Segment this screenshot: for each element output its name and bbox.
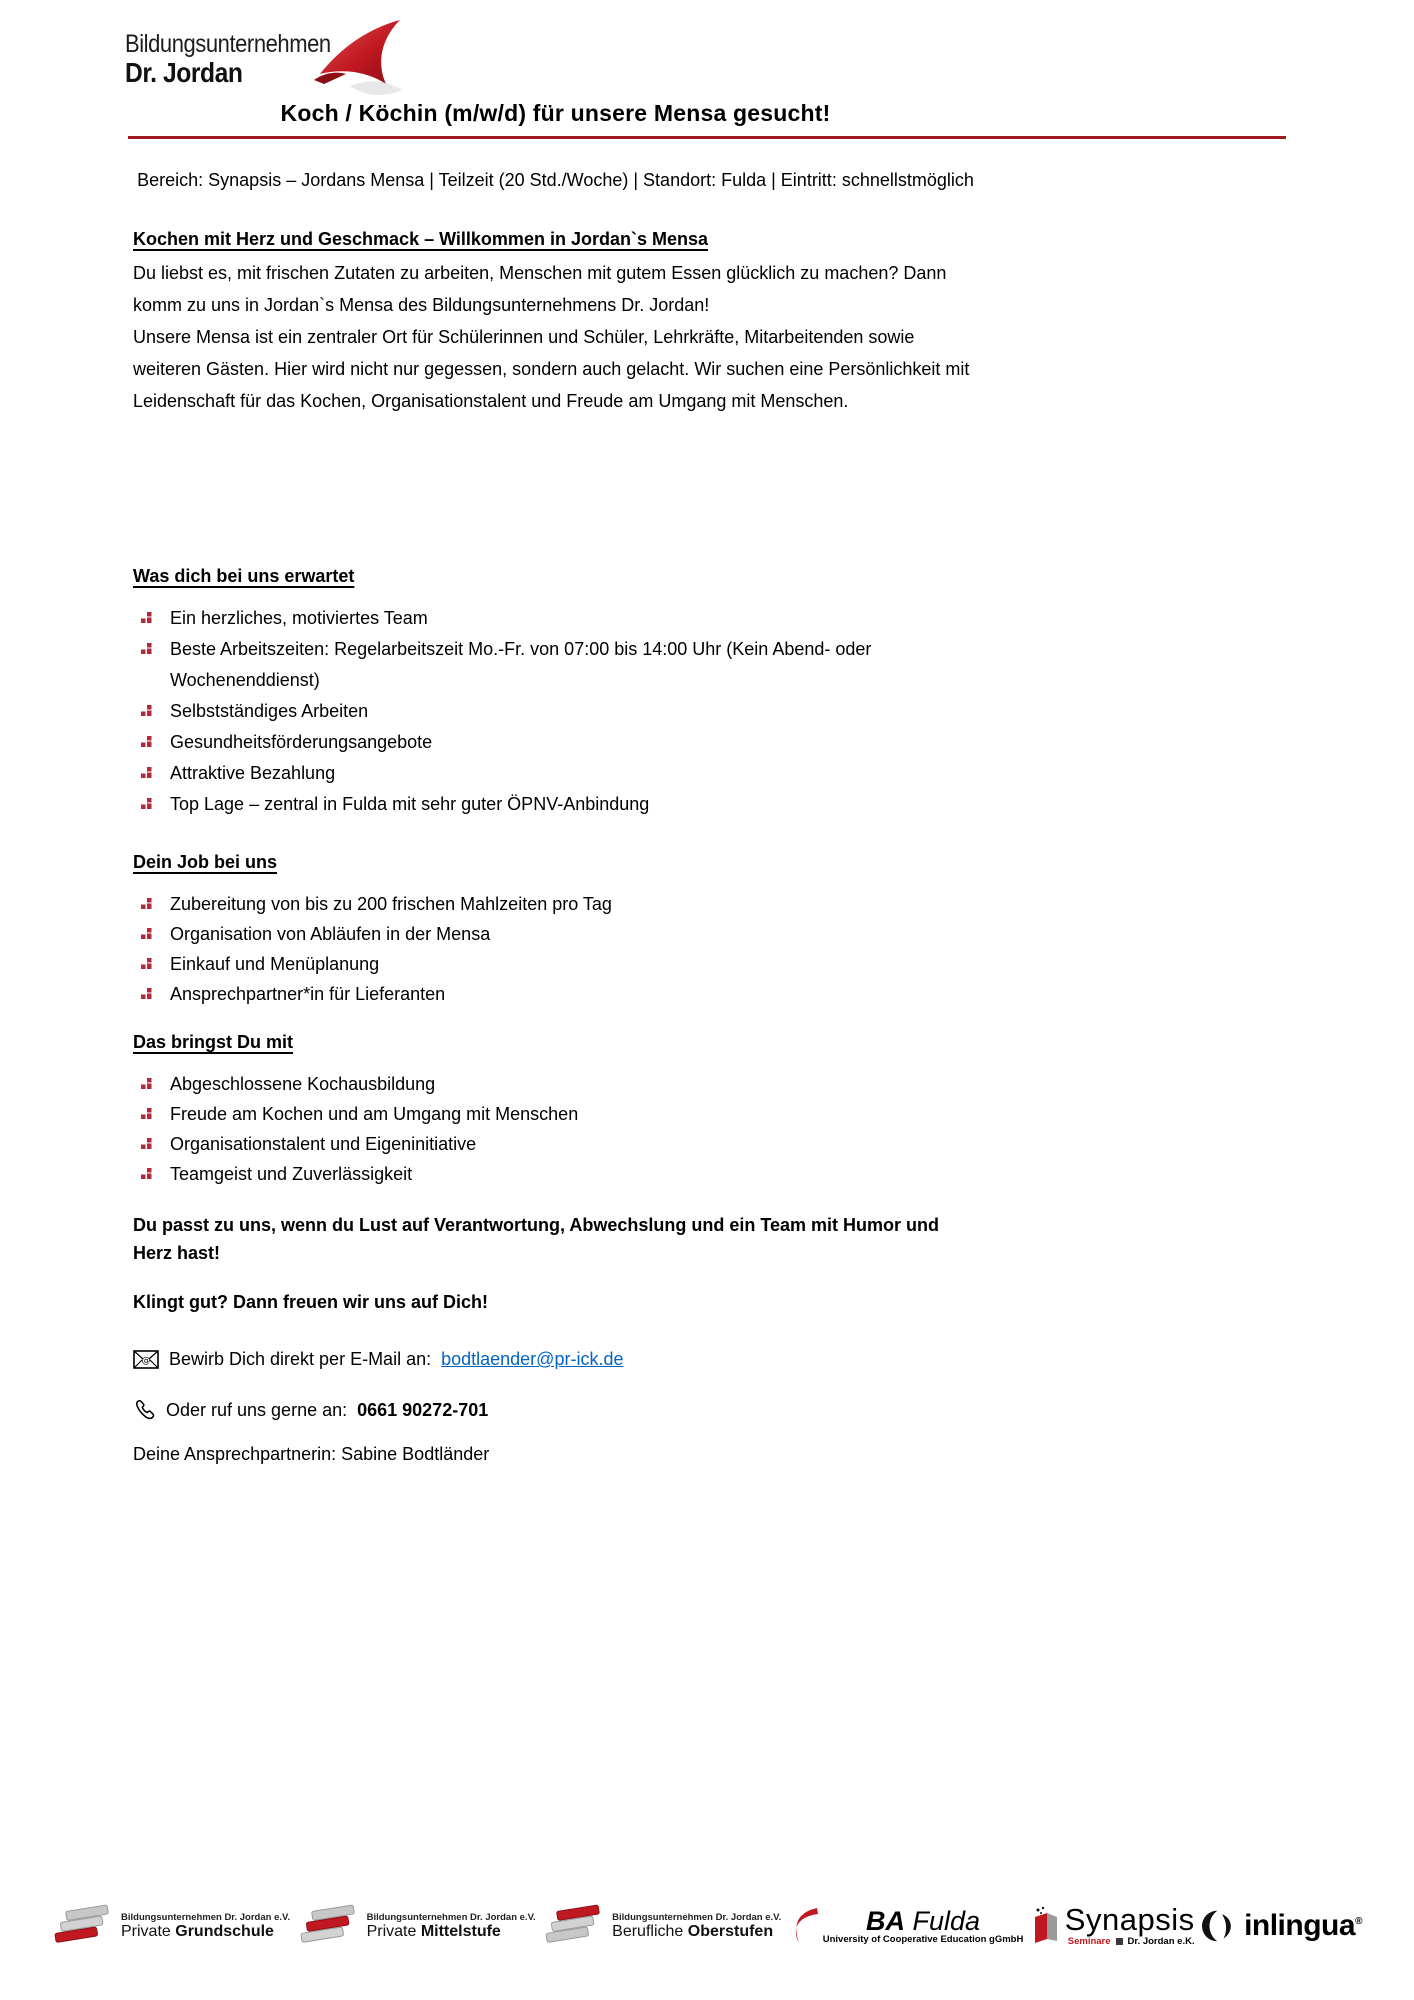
list-item: Organisationstalent und Eigeninitiative — [133, 1129, 981, 1159]
bullet-icon — [141, 705, 152, 716]
registered-mark: ® — [1355, 1916, 1362, 1927]
inlingua-name: inlingua® — [1244, 1909, 1362, 1942]
books-icon — [298, 1904, 360, 1948]
email-row — [133, 1349, 981, 1370]
footer-school-name: Berufliche Oberstufen — [612, 1922, 774, 1940]
bullet-icon — [141, 898, 152, 909]
intro-heading: Kochen mit Herz und Geschmack – Willkommen in Jordan`s Mensa — [133, 229, 708, 249]
phone-icon — [133, 1399, 156, 1422]
list-item: Organisation von Abläufen in der Mensa — [133, 919, 981, 949]
footer-school-name: Private Grundschule — [121, 1922, 274, 1940]
list-item: Attraktive Bezahlung — [133, 758, 981, 789]
books-icon — [52, 1904, 114, 1948]
logo-line2: Dr. Jordan — [125, 57, 243, 88]
bullet-icon — [141, 1108, 152, 1119]
bullet-icon — [141, 1078, 152, 1089]
list-item: Ein herzliches, motiviertes Team — [133, 603, 981, 634]
logo-line1: Bildungsunternehmen — [125, 30, 331, 58]
bullet-icon — [141, 767, 152, 778]
list-item: Top Lage – zentral in Fulda mit sehr guter ÖPNV-Anbindung — [133, 789, 981, 820]
intro-paragraphs — [133, 257, 981, 417]
list-item: Teamgeist und Zuverlässigkeit — [133, 1159, 981, 1189]
bullet-icon — [141, 1168, 152, 1179]
contact-person: Deine Ansprechpartnerin: Sabine Bodtländer — [133, 1444, 490, 1464]
ba-fulda-swoosh-icon — [789, 1905, 819, 1947]
page-title: Koch / Köchin (m/w/d) für unsere Mensa gesucht! — [280, 100, 831, 126]
bullet-icon — [141, 1138, 152, 1149]
company-logo — [125, 30, 331, 88]
list-item: Beste Arbeitszeiten: Regelarbeitszeit Mo.-Fr. von 07:00 bis 14:00 Uhr (Kein Abend- oder Wochenenddienst) — [133, 634, 981, 696]
phone-number: 0661 90272-701 — [357, 1400, 489, 1420]
footer-logo-oberstufen — [543, 1904, 781, 1948]
footer-logo-ba-fulda — [789, 1905, 1024, 1947]
section-heading-mitbringen: Das bringst Du mit — [133, 1032, 294, 1052]
list-item: Einkauf und Menüplanung — [133, 949, 981, 979]
synapsis-name: Synapsis — [1064, 1902, 1195, 1937]
list-item: Freude am Kochen und am Umgang mit Menschen — [133, 1099, 981, 1129]
envelope-icon — [133, 1350, 159, 1369]
svg-text:@: @ — [141, 1356, 151, 1366]
section-heading-erwartet: Was dich bei uns erwartet — [133, 566, 355, 586]
ba-fulda-name: BA Fulda — [866, 1905, 981, 1936]
phone-row — [133, 1399, 981, 1422]
list-item: Abgeschlossene Kochausbildung — [133, 1069, 981, 1099]
section-heading-job: Dein Job bei uns — [133, 852, 278, 872]
bullet-icon — [141, 798, 152, 809]
footer-org-line: Bildungsunternehmen Dr. Jordan e.V. — [612, 1911, 782, 1923]
footer-logo-grundschule — [52, 1904, 290, 1948]
bullet-list-erwartet — [133, 603, 981, 820]
title-rule — [128, 136, 1286, 139]
footer-logo-mittelstufe — [298, 1904, 536, 1948]
email-label: Bewirb Dich direkt per E-Mail an: — [169, 1349, 432, 1369]
footer-org-line: Bildungsunternehmen Dr. Jordan e.V. — [366, 1911, 536, 1923]
bullet-icon — [141, 643, 152, 654]
footer-logo-bar — [0, 1876, 1414, 1976]
synapsis-block-icon — [1116, 1938, 1123, 1945]
cta-line: Klingt gut? Dann freuen wir uns auf Dich! — [133, 1292, 488, 1312]
list-item: Zubereitung von bis zu 200 frischen Mahlzeiten pro Tag — [133, 889, 981, 919]
synapsis-subline: Seminare Dr. Jordan e.K. — [1067, 1936, 1195, 1947]
synapsis-book-icon — [1031, 1905, 1061, 1945]
page-subtitle: Bereich: Synapsis – Jordans Mensa | Teilzeit (20 Std./Woche) | Standort: Fulda | Eintritt: schnellstmöglich — [137, 170, 974, 190]
bullet-icon — [141, 958, 152, 969]
footer-school-name: Private Mittelstufe — [366, 1922, 501, 1940]
bullet-list-mitbringen — [133, 1069, 981, 1189]
closing-statement: Du passt zu uns, wenn du Lust auf Verantwortung, Abwechslung und ein Team mit Humor und Herz hast! — [133, 1215, 940, 1263]
list-item: Gesundheitsförderungsangebote — [133, 727, 981, 758]
email-link[interactable]: bodtlaender@pr-ick.de — [441, 1349, 624, 1369]
bullet-icon — [141, 612, 152, 623]
books-icon — [543, 1904, 605, 1948]
ba-fulda-subtitle: University of Cooperative Education gGmbH — [822, 1933, 1024, 1945]
list-item: Selbstständiges Arbeiten — [133, 696, 981, 727]
intro-para-2: Unsere Mensa ist ein zentraler Ort für Schülerinnen und Schüler, Lehrkräfte, Mitarbeitenden sowie weiteren Gästen. Hier wird nicht nur gegessen, sondern auch gelacht. Wir suchen eine Persönlichkeit mit Leidenschaft für das Kochen, Organisationstalent und Freude am Umgang mit Menschen. — [133, 327, 970, 411]
bullet-icon — [141, 736, 152, 747]
phone-label: Oder ruf uns gerne an: — [166, 1400, 348, 1420]
bullet-icon — [141, 988, 152, 999]
list-item: Ansprechpartner*in für Lieferanten — [133, 979, 981, 1009]
footer-logo-inlingua — [1202, 1908, 1362, 1944]
logo-swoosh-icon — [312, 18, 404, 98]
footer-org-line: Bildungsunternehmen Dr. Jordan e.V. — [121, 1911, 291, 1923]
footer-logo-synapsis — [1031, 1902, 1195, 1947]
intro-para-1: Du liebst es, mit frischen Zutaten zu arbeiten, Menschen mit gutem Essen glücklich zu machen? Dann komm zu uns in Jordan`s Mensa des Bildungsunternehmens Dr. Jordan! — [133, 263, 947, 315]
bullet-list-job — [133, 889, 981, 1009]
bullet-icon — [141, 928, 152, 939]
inlingua-symbol-icon — [1202, 1908, 1238, 1944]
